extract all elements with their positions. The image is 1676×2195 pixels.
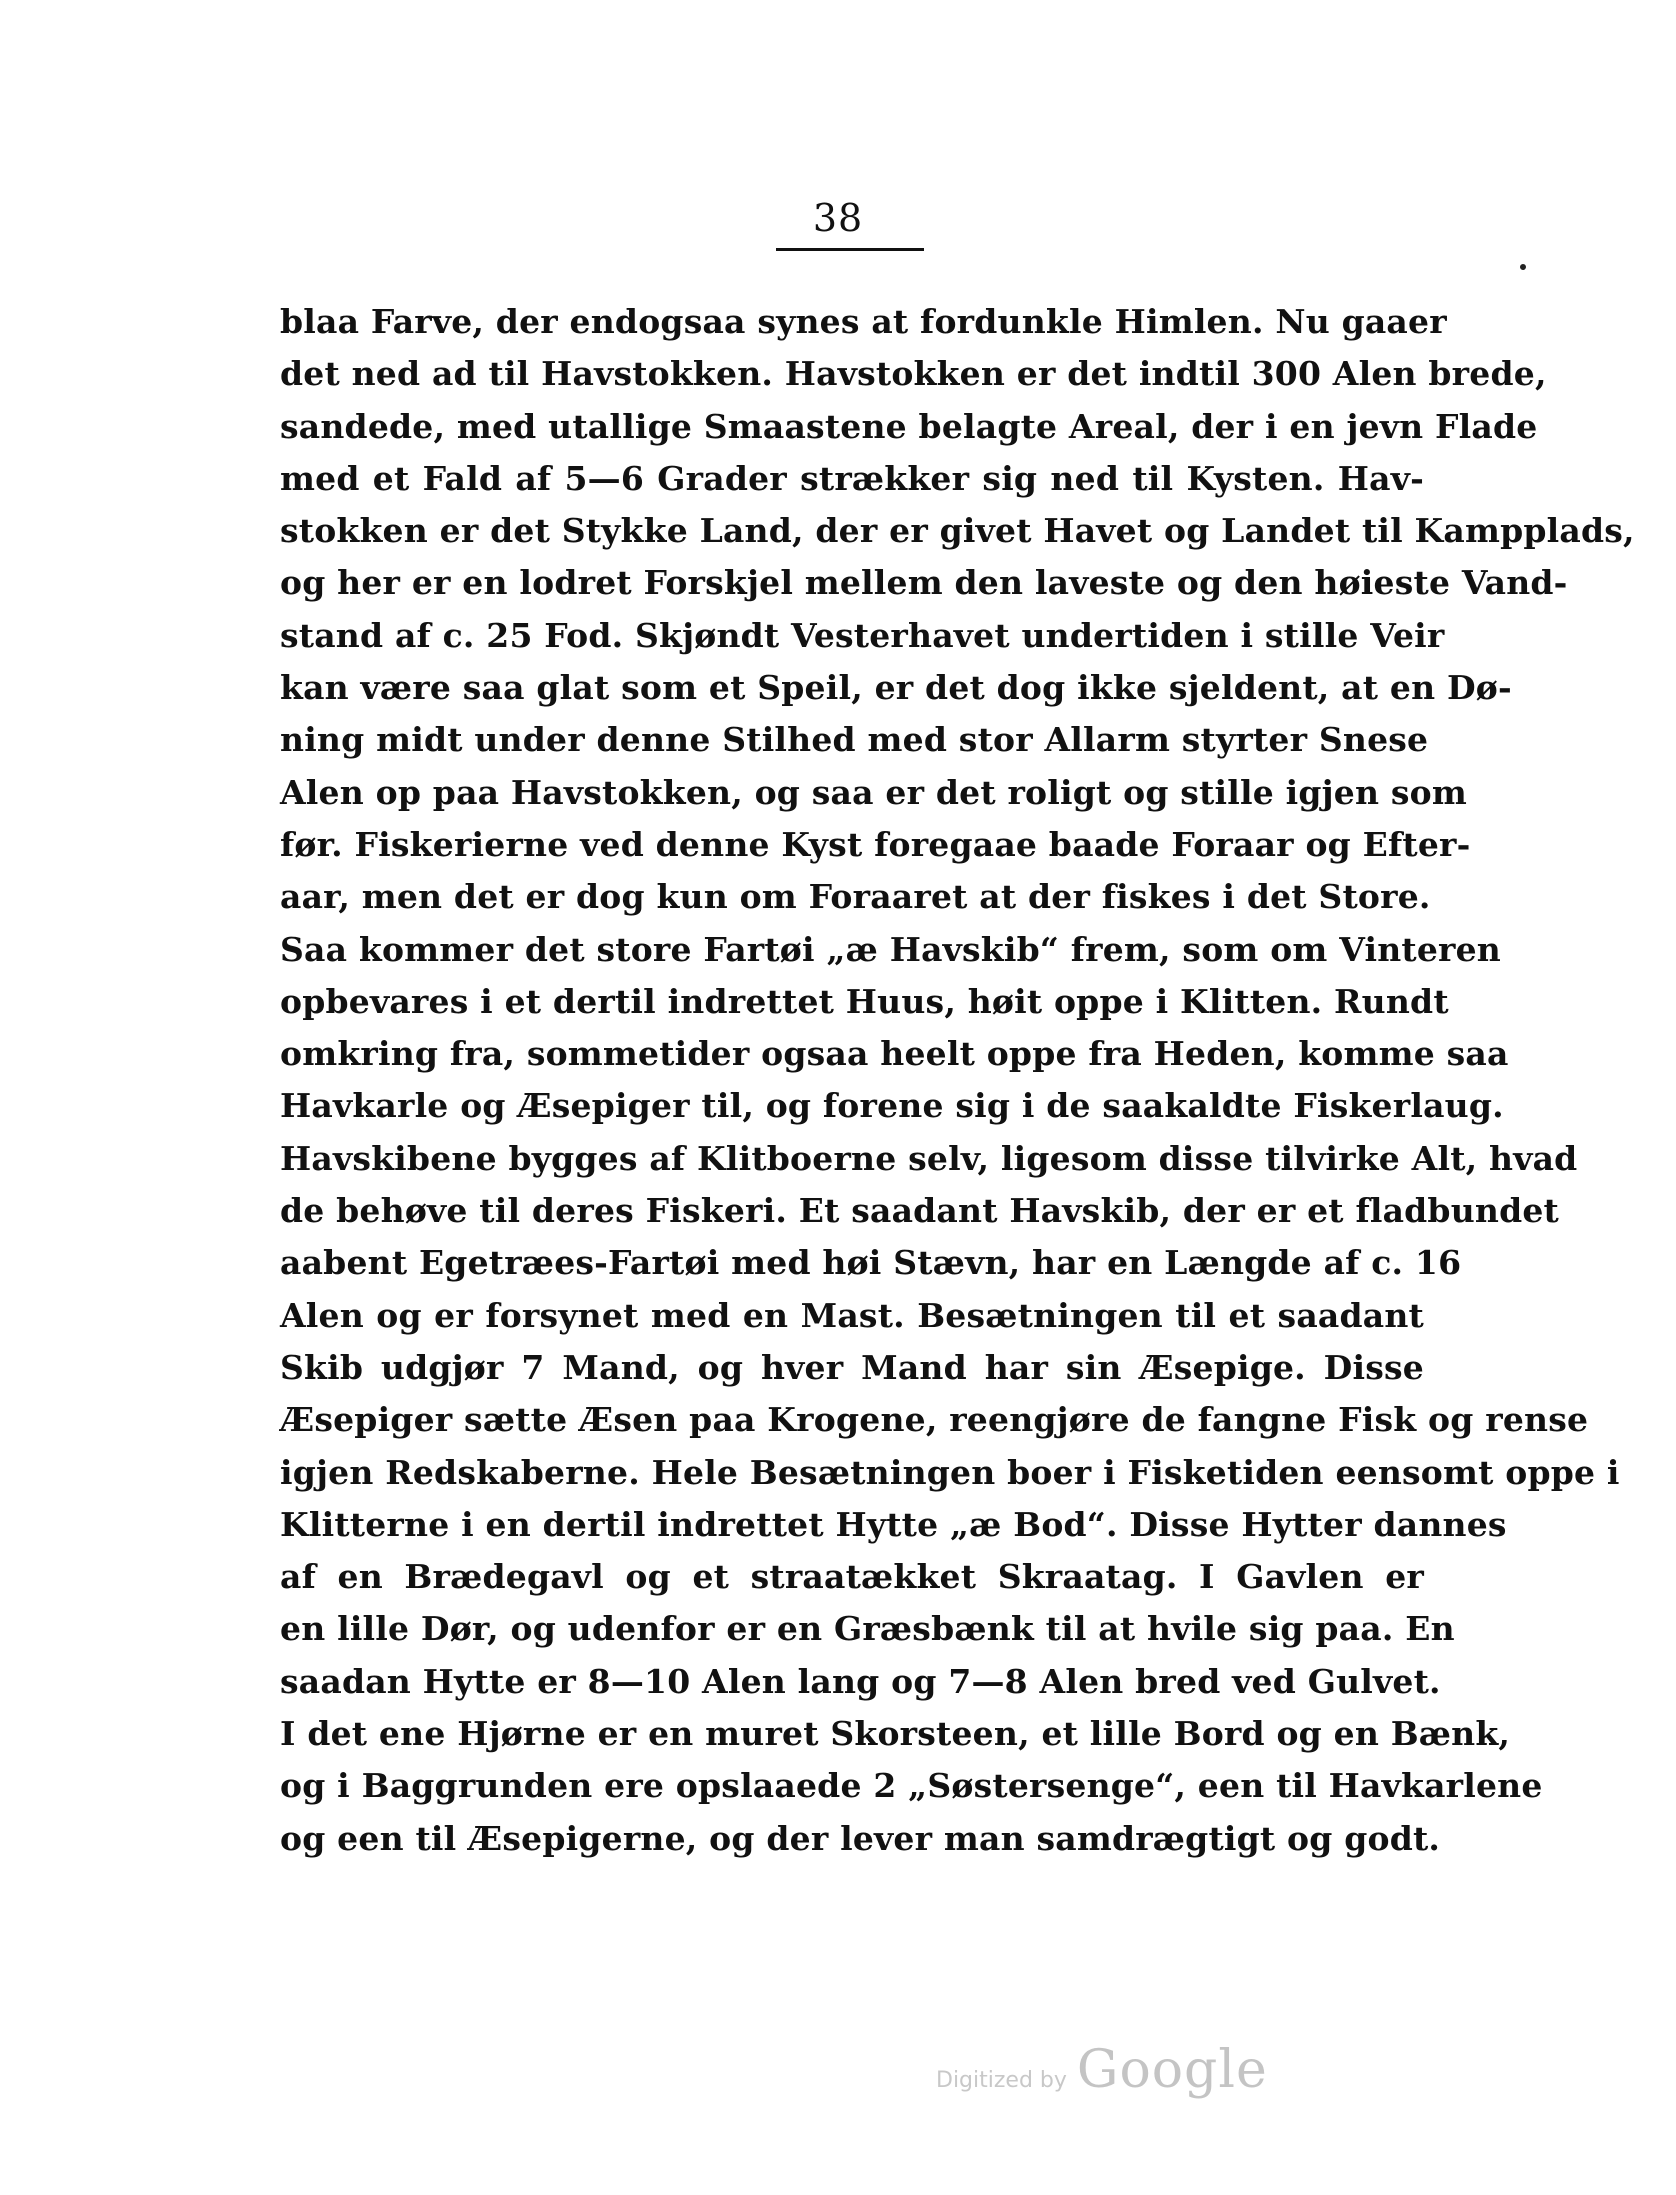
text-line: de behøve til deres Fiskeri. Et saadant Havskib, der er et fladbundet <box>280 1191 1559 1231</box>
digitized-by-label: Digitized by <box>936 2068 1067 2093</box>
text-line: Skib udgjør 7 Mand, og hver Mand har sin Æsepige. Disse <box>280 1347 1424 1387</box>
text-line: og i Baggrunden ere opslaaede 2 „Søstersenge“, een til Havkarlene <box>280 1766 1543 1806</box>
ink-speck <box>1520 264 1526 270</box>
digitized-by-google-watermark <box>936 2040 1268 2100</box>
text-line: opbevares i et dertil indrettet Huus, høit oppe i Klitten. Rundt <box>280 981 1449 1021</box>
text-line: en lille Dør, og udenfor er en Græsbænk til at hvile sig paa. En <box>280 1609 1455 1649</box>
text-line: af en Brædegavl og et straatækket Skraatag. I Gavlen er <box>280 1557 1424 1597</box>
text-line: og een til Æsepigerne, og der lever man samdrægtigt og godt. <box>280 1818 1441 1858</box>
text-line: ning midt under denne Stilhed med stor Allarm styrter Snese <box>280 720 1429 760</box>
text-line: stokken er det Stykke Land, der er givet Havet og Landet til Kampplads, <box>280 511 1635 551</box>
text-line: omkring fra, sommetider ogsaa heelt oppe fra Heden, komme saa <box>280 1034 1509 1074</box>
text-line: blaa Farve, der endogsaa synes at fordunkle Himlen. Nu gaaer <box>280 302 1447 341</box>
text-line: Klitterne i en dertil indrettet Hytte „æ Bod“. Disse Hytter dannes <box>280 1504 1507 1544</box>
text-line: Havkarle og Æsepiger til, og forene sig i de saakaldte Fiskerlaug. <box>280 1086 1504 1126</box>
text-line: det ned ad til Havstokken. Havstokken er det indtil 300 Alen brede, <box>280 354 1547 394</box>
text-line: Æsepiger sætte Æsen paa Krogene, reengjøre de fangne Fisk og rense <box>280 1400 1589 1440</box>
text-line: saadan Hytte er 8—10 Alen lang og 7—8 Alen bred ved Gulvet. <box>280 1661 1441 1701</box>
text-line: aar, men det er dog kun om Foraaret at der fiskes i det Store. <box>280 877 1431 917</box>
text-line: aabent Egetræes-Fartøi med høi Stævn, har en Længde af c. 16 <box>280 1243 1462 1283</box>
text-line: stand af c. 25 Fod. Skjøndt Vesterhavet undertiden i stille Veir <box>280 615 1445 655</box>
text-line: Alen og er forsynet med en Mast. Besætningen til et saadant <box>280 1295 1424 1335</box>
page-number-rule <box>776 248 924 251</box>
text-line: sandede, med utallige Smaastene belagte Areal, der i en jevn Flade <box>280 406 1538 446</box>
text-line: Saa kommer det store Fartøi „æ Havskib“ frem, som om Vinteren <box>280 929 1502 969</box>
google-logo-text: Google <box>1076 2040 1268 2100</box>
text-line: I det ene Hjørne er en muret Skorsteen, et lille Bord og en Bænk, <box>280 1714 1511 1754</box>
text-line: Havskibene bygges af Klitboerne selv, ligesom disse tilvirke Alt, hvad <box>280 1138 1578 1178</box>
text-line: igjen Redskaberne. Hele Besætningen boer i Fisketiden eensomt oppe i <box>280 1452 1620 1492</box>
body-text <box>280 296 1635 1865</box>
page-number: 38 <box>812 196 864 240</box>
text-line: Alen op paa Havstokken, og saa er det roligt og stille igjen som <box>280 772 1467 812</box>
text-line: og her er en lodret Forskjel mellem den laveste og den høieste Vand- <box>280 563 1568 603</box>
text-line: kan være saa glat som et Speil, er det dog ikke sjeldent, at en Dø- <box>280 668 1512 708</box>
text-line: før. Fiskerierne ved denne Kyst foregaae baade Foraar og Efter- <box>280 824 1471 864</box>
text-line: med et Fald af 5—6 Grader strækker sig ned til Kysten. Hav- <box>280 458 1424 498</box>
